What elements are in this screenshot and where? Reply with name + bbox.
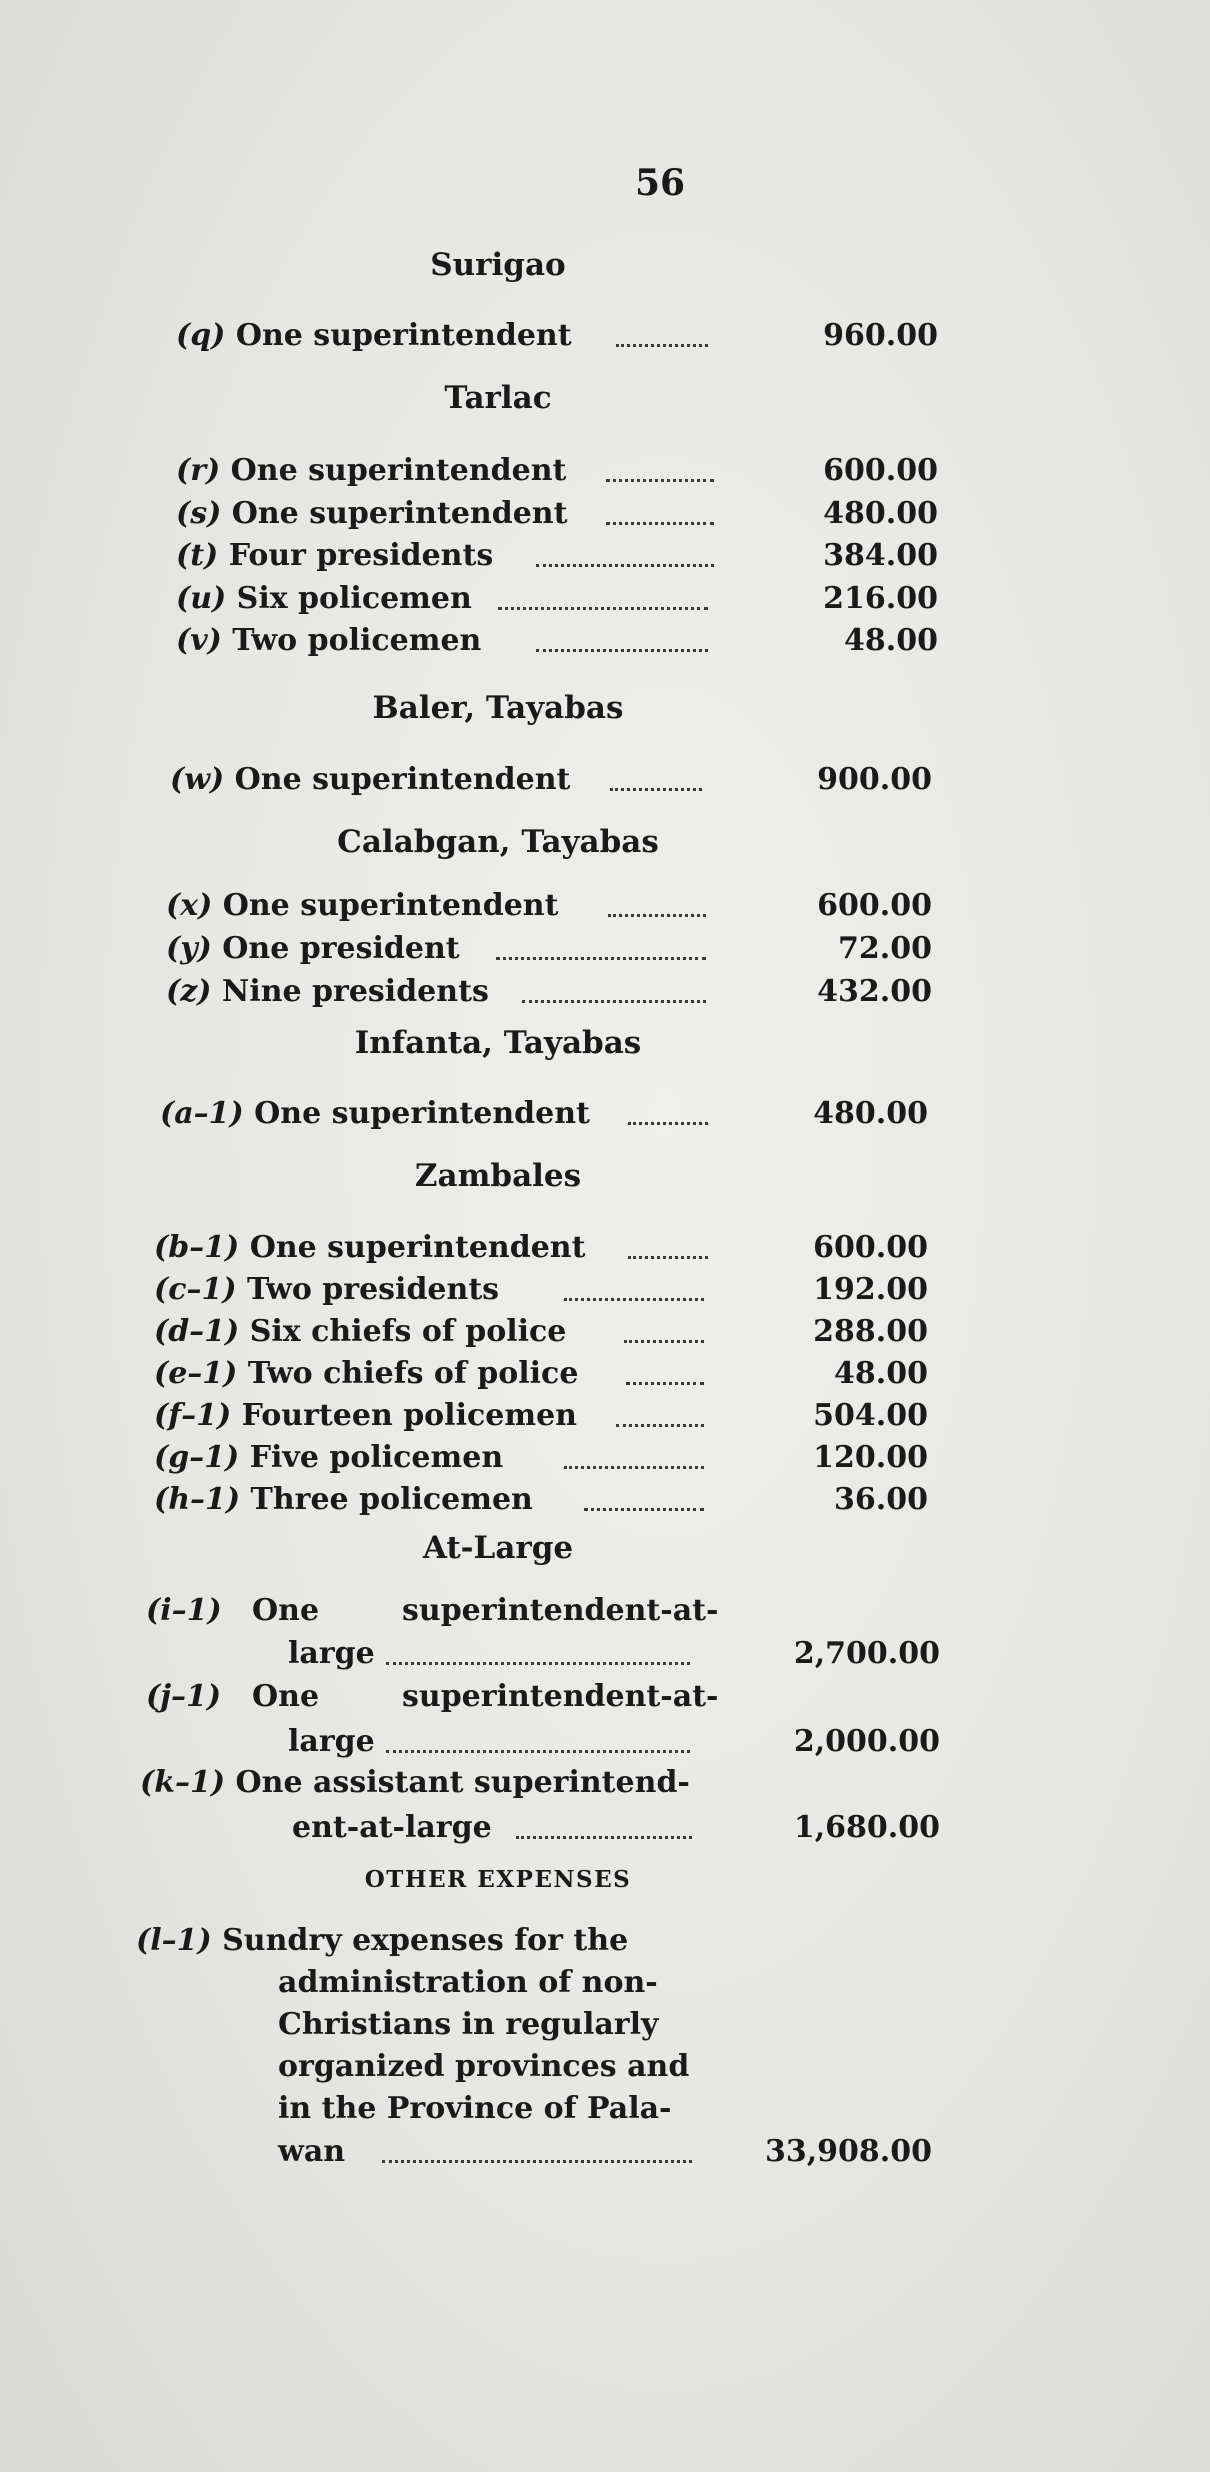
- section-tarlac: Tarlac: [444, 380, 552, 416]
- item-text: One assistant superintend-: [235, 1765, 690, 1800]
- item-text-cont: organized provinces and: [278, 2049, 690, 2084]
- item-amount: 120.00: [813, 1440, 928, 1475]
- item-text-cont: in the Province of Pala-: [278, 2091, 672, 2126]
- item-amount: 600.00: [817, 888, 932, 923]
- item-l1: [136, 2130, 966, 2174]
- section-surigao: Surigao: [430, 247, 566, 283]
- item-text-cont: Christians in regularly: [278, 2007, 659, 2042]
- dot-leader: [606, 522, 714, 525]
- item-label: (d–1): [154, 1314, 240, 1349]
- item-i1-word: One: [252, 1593, 320, 1628]
- item-label: (z): [166, 974, 212, 1009]
- item-h1: [154, 1478, 944, 1522]
- item-amount: 48.00: [844, 623, 938, 658]
- item-label: (f–1): [154, 1398, 232, 1433]
- dot-leader: [536, 564, 714, 567]
- item-text: Fourteen policemen: [241, 1398, 577, 1433]
- item-label: (l–1): [136, 1923, 212, 1958]
- item-label: (b–1): [154, 1230, 240, 1265]
- item-i1-text: superintendent-at-: [402, 1593, 719, 1628]
- dot-leader: [608, 914, 706, 917]
- item-text: Nine presidents: [221, 974, 489, 1009]
- dot-leader: [610, 788, 702, 791]
- item-text-cont: ent-at-large: [292, 1810, 492, 1845]
- item-text: One president: [222, 931, 460, 966]
- item-label: (v): [176, 623, 222, 658]
- item-v: [176, 619, 966, 663]
- item-j1-text: superintendent-at-: [402, 1679, 719, 1714]
- item-label: (i–1): [146, 1593, 222, 1628]
- dot-leader: [496, 957, 706, 960]
- section-zambales: Zambales: [414, 1158, 582, 1194]
- item-amount: 960.00: [823, 318, 938, 353]
- dot-leader: [616, 344, 708, 347]
- item-text: Four presidents: [228, 538, 494, 573]
- item-text: Two presidents: [246, 1272, 500, 1307]
- item-amount: 480.00: [813, 1096, 928, 1131]
- item-z: [166, 970, 956, 1014]
- item-label: (q): [176, 318, 226, 353]
- item-label: (g–1): [154, 1440, 240, 1475]
- item-t: [176, 534, 966, 578]
- item-text: One superintendent: [222, 888, 559, 923]
- item-amount: 192.00: [813, 1272, 928, 1307]
- item-w: [170, 758, 960, 802]
- item-amount: 48.00: [834, 1356, 928, 1391]
- item-d1: [154, 1310, 944, 1354]
- item-x: [166, 884, 956, 928]
- item-amount: 600.00: [813, 1230, 928, 1265]
- section-other-expenses: OTHER EXPENSES: [364, 1866, 632, 1893]
- item-label: (a–1): [160, 1096, 244, 1131]
- section-baler: Baler, Tayabas: [372, 690, 624, 726]
- dot-leader: [628, 1122, 708, 1125]
- dot-leader: [564, 1466, 704, 1469]
- item-text: One superintendent: [235, 318, 572, 353]
- dot-leader: [616, 1424, 704, 1427]
- item-r: [176, 449, 966, 493]
- item-text-cont: large: [288, 1636, 375, 1671]
- item-text: Two policemen: [232, 623, 482, 658]
- dot-leader: [628, 1256, 708, 1259]
- item-text: Six chiefs of police: [249, 1314, 567, 1349]
- item-text: Two chiefs of police: [247, 1356, 579, 1391]
- dot-leader: [626, 1382, 704, 1385]
- item-amount: 72.00: [838, 931, 932, 966]
- item-q: [176, 314, 966, 358]
- item-j1-word: One: [252, 1679, 320, 1714]
- item-amount: 384.00: [823, 538, 938, 573]
- item-i1: [146, 1632, 946, 1676]
- section-at-large: At-Large: [422, 1530, 574, 1566]
- item-text: One superintendent: [249, 1230, 586, 1265]
- item-k1-line1: [140, 1762, 690, 1804]
- item-text: One superintendent: [231, 496, 568, 531]
- item-j1-line1: [146, 1676, 221, 1718]
- section-infanta: Infanta, Tayabas: [354, 1025, 642, 1061]
- dot-leader: [386, 1750, 690, 1753]
- item-label: (e–1): [154, 1356, 238, 1391]
- item-e1: [154, 1352, 944, 1396]
- item-label: (j–1): [146, 1679, 222, 1714]
- item-g1: [154, 1436, 944, 1480]
- item-s: [176, 492, 966, 536]
- item-amount: 480.00: [823, 496, 938, 531]
- item-amount: 288.00: [813, 1314, 928, 1349]
- item-text-cont: wan: [278, 2134, 346, 2169]
- dot-leader: [382, 2160, 692, 2163]
- page-number: 56: [634, 162, 686, 204]
- dot-leader: [522, 1000, 706, 1003]
- item-label: (r): [176, 453, 221, 488]
- item-text: One superintendent: [230, 453, 567, 488]
- item-amount: 504.00: [813, 1398, 928, 1433]
- item-amount: 900.00: [817, 762, 932, 797]
- item-amount: 2,700.00: [793, 1636, 940, 1671]
- item-text-cont: administration of non-: [278, 1965, 658, 2000]
- item-text: One superintendent: [234, 762, 571, 797]
- item-c1: [154, 1268, 944, 1312]
- item-label: (h–1): [154, 1482, 241, 1517]
- section-calabgan: Calabgan, Tayabas: [337, 824, 659, 860]
- item-text: Six policemen: [236, 581, 472, 616]
- item-amount: 216.00: [823, 581, 938, 616]
- item-label: (w): [170, 762, 225, 797]
- item-text: One superintendent: [254, 1096, 590, 1131]
- item-text-cont: large: [288, 1724, 375, 1759]
- item-amount: 33,908.00: [764, 2134, 932, 2169]
- item-b1: [154, 1226, 944, 1270]
- dot-leader: [564, 1298, 704, 1301]
- item-j1: [146, 1720, 946, 1764]
- dot-leader: [516, 1836, 692, 1839]
- item-amount: 600.00: [823, 453, 938, 488]
- dot-leader: [536, 649, 708, 652]
- item-k1: [140, 1806, 950, 1850]
- item-amount: 2,000.00: [793, 1724, 940, 1759]
- dot-leader: [606, 479, 714, 482]
- dot-leader: [584, 1508, 704, 1511]
- item-label: (x): [166, 888, 213, 923]
- item-text: Sundry expenses for the: [222, 1923, 629, 1958]
- item-text: Three policemen: [250, 1482, 533, 1517]
- item-f1: [154, 1394, 944, 1438]
- item-label: (s): [176, 496, 222, 531]
- item-label: (y): [166, 931, 212, 966]
- item-i1-line1: [146, 1590, 222, 1632]
- item-l1-line1: [136, 1920, 628, 1962]
- item-u: [176, 577, 966, 621]
- item-amount: 1,680.00: [793, 1810, 940, 1845]
- item-a1: [160, 1092, 950, 1136]
- item-y: [166, 927, 956, 971]
- item-amount: 36.00: [834, 1482, 928, 1517]
- item-label: (k–1): [140, 1765, 226, 1800]
- item-label: (t): [176, 538, 219, 573]
- dot-leader: [624, 1340, 704, 1343]
- item-label: (u): [176, 581, 227, 616]
- dot-leader: [386, 1662, 690, 1665]
- dot-leader: [498, 607, 708, 610]
- item-amount: 432.00: [817, 974, 932, 1009]
- item-label: (c–1): [154, 1272, 237, 1307]
- item-text: Five policemen: [249, 1440, 504, 1475]
